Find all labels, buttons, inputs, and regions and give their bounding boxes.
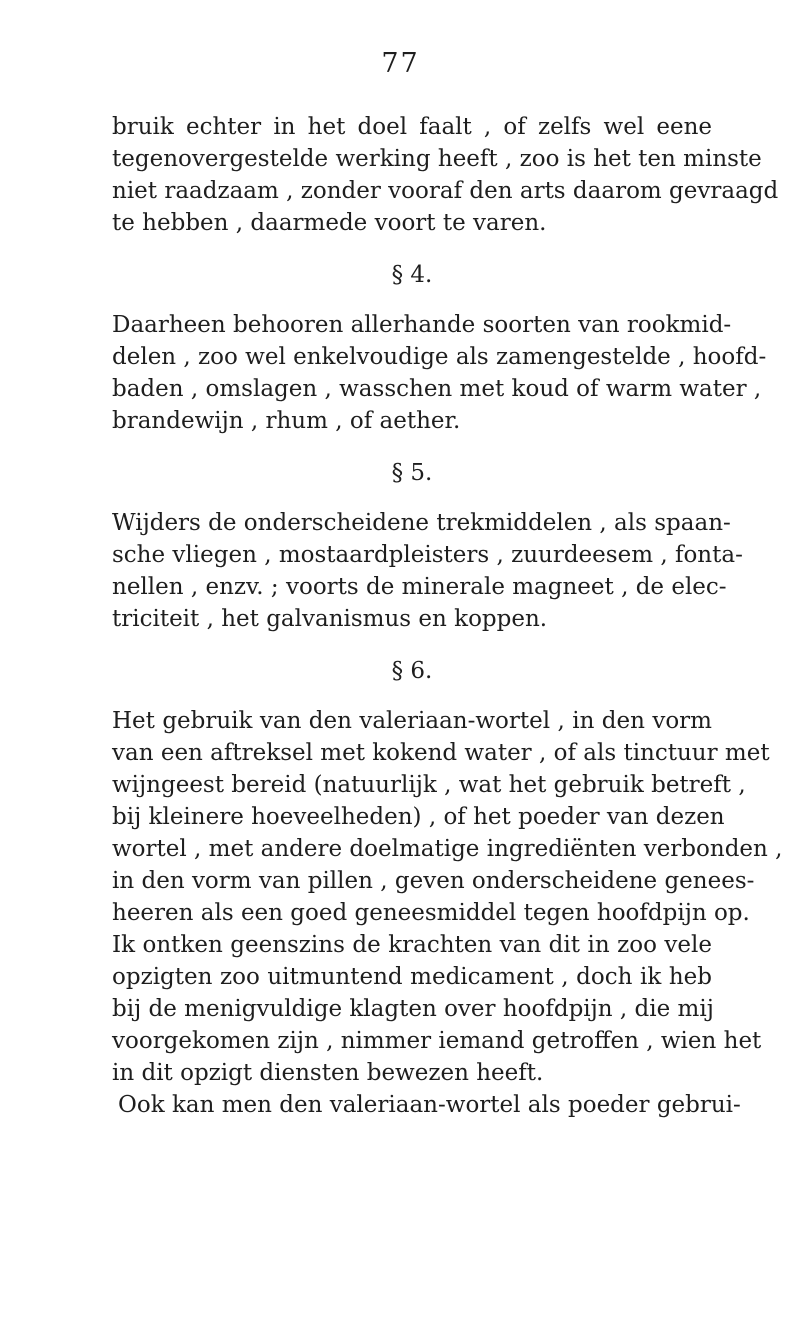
text-line: wijngeest bereid (natuurlijk , wat het gebruik betreft , [112, 772, 746, 798]
section-6 [112, 655, 783, 1121]
text-line: Ik ontken geenszins de krachten van dit in zoo vele [112, 932, 712, 958]
text-line: triciteit , het galvanismus en koppen. [112, 606, 548, 632]
text-line: in den vorm van pillen , geven onderscheidene genees- [112, 868, 755, 894]
text-line: baden , omslagen , wasschen met koud of warm water , [112, 376, 762, 402]
text-line: bruik echter in het doel faalt , of zelfs wel eene [112, 114, 712, 140]
page-number: 77 [381, 48, 420, 79]
text-line: brandewijn , rhum , of aether. [112, 408, 461, 434]
text-line: opzigten zoo uitmuntend medicament , doch ik heb [112, 964, 712, 990]
text-line: Het gebruik van den valeriaan-wortel , in den vorm [112, 708, 712, 734]
text-line: Daarheen behooren allerhande soorten van rookmid- [112, 312, 732, 338]
text-line: in dit opzigt diensten bewezen heeft. [112, 1060, 544, 1086]
section-heading: § 5. [391, 460, 433, 486]
text-line: Ook kan men den valeriaan-wortel als poeder gebrui- [118, 1092, 741, 1118]
text-line: nellen , enzv. ; voorts de minerale magneet , de elec- [112, 574, 727, 600]
body-text [112, 111, 783, 1121]
continuation-paragraph [112, 111, 779, 239]
text-line: delen , zoo wel enkelvoudige als zamengestelde , hoofd- [112, 344, 767, 370]
text-line: niet raadzaam , zonder vooraf den arts daarom gevraagd [112, 178, 779, 204]
text-line: van een aftreksel met kokend water , of als tinctuur met [112, 740, 770, 766]
text-line: bij de menigvuldige klagten over hoofdpijn , die mij [112, 996, 714, 1022]
text-line: voorgekomen zijn , nimmer iemand getroffen , wien het [112, 1028, 762, 1054]
section-5 [112, 457, 743, 635]
section-heading: § 6. [391, 658, 433, 684]
text-line: bij kleinere hoeveelheden) , of het poeder van dezen [112, 804, 725, 830]
text-line: tegenovergestelde werking heeft , zoo is het ten minste [112, 146, 762, 172]
text-line: te hebben , daarmede voort te varen. [112, 210, 547, 236]
text-line: Wijders de onderscheidene trekmiddelen , als spaan- [112, 510, 731, 536]
text-line: sche vliegen , mostaardpleisters , zuurdeesem , fonta- [112, 542, 743, 568]
section-heading: § 4. [391, 262, 433, 288]
text-line: wortel , met andere doelmatige ingrediënten verbonden , [112, 836, 783, 862]
section-4 [112, 259, 767, 437]
text-line: heeren als een goed geneesmiddel tegen hoofdpijn op. [112, 900, 750, 926]
